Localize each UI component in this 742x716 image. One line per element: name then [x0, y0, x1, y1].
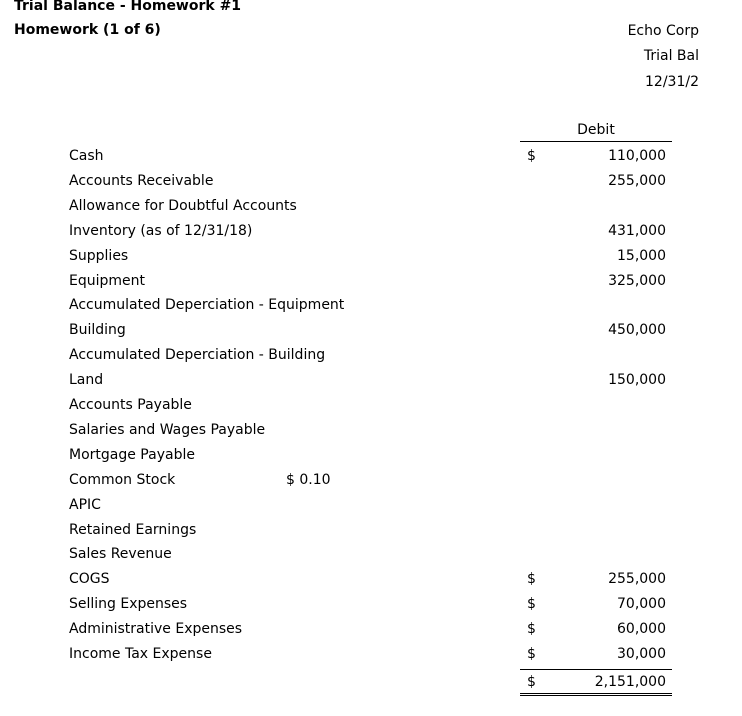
- table-row: [0, 493, 742, 518]
- debit-amount: 255,000: [608, 571, 666, 588]
- account-name: Common Stock: [69, 471, 176, 488]
- table-row: [0, 343, 742, 368]
- table-row: [0, 219, 742, 244]
- account-name: Salaries and Wages Payable: [69, 421, 266, 438]
- debit-amount: 30,000: [617, 646, 666, 662]
- total-debit: 2,151,000: [594, 674, 666, 690]
- account-name: APIC: [69, 496, 101, 513]
- debit-amount: 450,000: [608, 322, 666, 339]
- account-name: Sales Revenue: [69, 546, 172, 563]
- table-row: [0, 194, 742, 219]
- debit-amount: 325,000: [608, 272, 666, 289]
- account-name: Accounts Receivable: [69, 172, 214, 189]
- par-value: $ 0.10: [286, 471, 331, 488]
- table-row: [0, 443, 742, 468]
- debit-amount: 15,000: [617, 247, 666, 264]
- table-row: [0, 468, 742, 493]
- table-row: [0, 642, 742, 667]
- account-name: Land: [69, 372, 104, 389]
- debit-amount: 110,000: [608, 148, 666, 164]
- dollar-sign: $: [527, 621, 536, 638]
- homework-subtitle: Homework (1 of 6): [14, 22, 161, 38]
- account-name: Supplies: [69, 247, 129, 264]
- table-row: [0, 393, 742, 418]
- table-row: [0, 318, 742, 343]
- table-row: [0, 269, 742, 294]
- account-name: Allowance for Doubtful Accounts: [69, 197, 297, 214]
- account-name: Mortgage Payable: [69, 446, 195, 463]
- table-row: [0, 418, 742, 443]
- table-row: [0, 368, 742, 393]
- table-row: [0, 169, 742, 194]
- debit-column-header: Debit: [577, 122, 615, 138]
- account-name: Inventory (as of 12/31/18): [69, 222, 253, 239]
- report-date: 12/31/2: [645, 74, 699, 90]
- table-row: [0, 592, 742, 617]
- company-name: Echo Corp: [627, 23, 699, 39]
- debit-amount: 70,000: [617, 596, 666, 613]
- account-name: Cash: [69, 148, 104, 164]
- account-name: Accumulated Deperciation - Building: [69, 347, 326, 364]
- total-dollar-sign: $: [527, 674, 536, 690]
- debit-amount: 431,000: [608, 222, 666, 239]
- table-row: [0, 244, 742, 269]
- total-rule-top: [520, 669, 672, 670]
- account-name: Building: [69, 322, 126, 339]
- table-row: [0, 144, 742, 169]
- account-name: Equipment: [69, 272, 145, 289]
- dollar-sign: $: [527, 596, 536, 613]
- table-row: [0, 617, 742, 642]
- page-title: Trial Balance - Homework #1: [14, 0, 242, 14]
- table-row: [0, 518, 742, 543]
- account-name: Income Tax Expense: [69, 646, 212, 662]
- account-name: Retained Earnings: [69, 521, 197, 538]
- account-name: Accumulated Deperciation - Equipment: [69, 297, 345, 314]
- table-row: [0, 567, 742, 592]
- account-name: Accounts Payable: [69, 397, 192, 413]
- table-row: [0, 542, 742, 567]
- account-name: COGS: [69, 571, 110, 588]
- table-row: [0, 293, 742, 318]
- dollar-sign: $: [527, 646, 536, 662]
- dollar-sign: $: [527, 148, 536, 164]
- account-name: Selling Expenses: [69, 596, 188, 613]
- debit-header-underline: [520, 141, 672, 142]
- account-name: Administrative Expenses: [69, 621, 243, 638]
- debit-amount: 60,000: [617, 621, 666, 638]
- debit-amount: 150,000: [608, 372, 666, 389]
- dollar-sign: $: [527, 571, 536, 588]
- total-rule-double: [520, 693, 672, 696]
- debit-amount: 255,000: [608, 172, 666, 189]
- report-name: Trial Bal: [643, 48, 699, 64]
